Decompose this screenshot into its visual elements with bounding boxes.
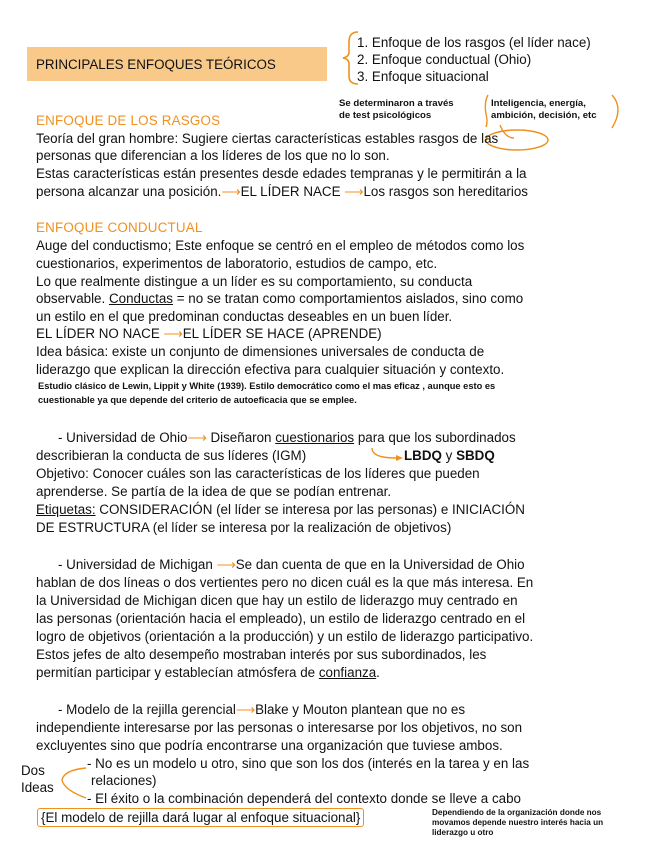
ohio-line-4: aprenderse. Se partía de la idea de que se podían entrenar. — [36, 484, 392, 499]
conductual-note-1: Estudio clásico de Lewin, Lippit y White (1939). Estilo democrático como el mas eficaz , aunque esto es — [38, 381, 496, 391]
conductual-line-1: Auge del conductismo; Este enfoque se centró en el empleo de métodos como los — [36, 238, 525, 253]
rasgos-line-1 — [36, 130, 498, 147]
rasgos-l1a: Teoría del gran hombre: Sugiere ciertas características estables — [36, 131, 419, 146]
conductual-l4a: observable. — [36, 291, 109, 306]
sbdq-label: SBDQ — [456, 448, 495, 463]
rejilla-l1b: Blake y Mouton plantean que no es — [255, 702, 466, 717]
ohio-l5b: CONSIDERACIÓN (el líder se interesa por las personas) e INICIACIÓN — [95, 502, 525, 517]
approach-2: 2. Enfoque conductual (Ohio) — [357, 52, 532, 67]
arrow-icon: ⟶ — [235, 702, 256, 717]
ohio-l1d: para que los subordinados — [354, 430, 516, 445]
cuestionarios-word: cuestionarios — [275, 430, 355, 445]
rejilla-side-note-3: liderazgo u otro — [432, 828, 494, 837]
arrow-lbdq — [372, 448, 396, 458]
michigan-line-1 — [58, 556, 525, 573]
conductas-word: Conductas — [108, 291, 173, 306]
michigan-l7c: . — [376, 665, 380, 680]
michigan-line-7 — [36, 664, 380, 681]
note-traits-1: Inteligencia, energía, — [491, 98, 586, 109]
dos-label: Dos — [21, 763, 45, 778]
conductual-line-7: Idea básica: existe un conjunto de dimensiones universales de conducta de — [36, 344, 485, 359]
michigan-line-2: hablan de dos líneas o dos vertientes pero no dicen cuál es la que más interesa. En — [36, 575, 534, 590]
conductual-line-6 — [36, 325, 382, 342]
rasgos-l4a: persona alcanzar una posición. — [36, 184, 222, 199]
ohio-line-2 — [36, 447, 306, 464]
note-determined-1: Se determinaron a través — [339, 98, 454, 109]
ideas-brace — [62, 768, 86, 798]
michigan-l1b: Se dan cuenta de que en la Universidad de Ohio — [235, 557, 525, 572]
conductual-line-5: un estilo en el que predominan conductas deseables en un buen líder. — [36, 309, 453, 324]
note-determined-2: de test psicológicos — [339, 110, 432, 121]
etiquetas-word: Etiquetas: — [36, 502, 96, 517]
michigan-l7a: permitían participar y establecían atmósfera de — [36, 665, 319, 680]
note-traits-2: ambición, decisión, etc — [491, 110, 597, 121]
rasgos-line-2: personas que diferencian a los líderes de los que no lo son. — [36, 148, 390, 163]
rejilla-side-note-2: movamos depende nuestro interés hacia un — [432, 818, 604, 827]
rejilla-side-note-1: Dependiendo de la organización donde nos — [432, 808, 602, 817]
arrow-icon: ⟶ — [163, 326, 183, 341]
arrow-icon: ⟶ — [221, 184, 241, 199]
conductual-line-2: cuestionarios, experimentos de laboratorio, estudios de campo, etc. — [36, 256, 438, 271]
arrow-icon: ⟶ — [216, 557, 236, 572]
ideas-label: Ideas — [21, 780, 54, 795]
ohio-questionnaires — [404, 447, 495, 464]
brace-shape — [343, 32, 358, 84]
rasgos-l4c: Los rasgos son hereditarios — [363, 184, 528, 199]
rejilla-line-1 — [58, 701, 465, 718]
idea-1a: - No es un modelo u otro, sino que son los dos (interés en la tarea y en las — [87, 756, 530, 771]
michigan-l1a: - Universidad de Michigan — [58, 557, 213, 572]
heading-conductual: ENFOQUE CONDUCTUAL — [36, 220, 203, 235]
approach-3: 3. Enfoque situacional — [357, 69, 489, 84]
ohio-l1a: - Universidad de Ohio — [58, 430, 188, 445]
arrow-lbdq-head — [396, 455, 403, 461]
conductual-l6b: EL LÍDER SE HACE (APRENDE) — [182, 326, 382, 341]
idea-1b: relaciones) — [91, 773, 157, 788]
rasgos-l1c: de las — [458, 131, 499, 146]
rasgos-word: rasgos — [418, 131, 459, 146]
heading-rasgos: ENFOQUE DE LOS RASGOS — [36, 113, 221, 128]
conductual-l4c: = no se tratan como comportamientos aislados, sino como — [172, 291, 524, 306]
idea-2: - El éxito o la combinación dependerá del contexto donde se lleve a cabo — [87, 791, 521, 806]
rasgos-l4b: EL LÍDER NACE — [240, 184, 341, 199]
michigan-line-3: la Universidad de Michigan dicen que hay un estilo de liderazgo muy centrado en — [36, 593, 518, 608]
conductual-note-2: cuestionable ya que depende del criterio de autoeficacia que se emplee. — [38, 395, 357, 405]
rasgos-line-4 — [36, 183, 528, 200]
page-title-text: PRINCIPALES ENFOQUES TEÓRICOS — [36, 56, 276, 72]
conductual-l6a: EL LÍDER NO NACE — [36, 326, 160, 341]
ohio-line-5 — [36, 501, 525, 518]
ohio-line-1 — [58, 429, 516, 446]
rejilla-line-2: independiente interesarse por las personas o interesarse por los objetivos, no son — [36, 720, 523, 735]
brace-small — [485, 95, 488, 127]
conductual-line-8: liderazgo que explican la dirección efectiva para cualquier situación y contexto. — [36, 362, 505, 377]
michigan-line-4: las personas (orientación hacia el empleado), un estilo de liderazgo centrado en el — [36, 611, 526, 626]
arrow-icon: ⟶ — [187, 430, 207, 445]
rasgos-line-3: Estas características están presentes desde edades tempranas y le permitirán a la — [36, 166, 527, 181]
rejilla-boxed-note: {El modelo de rejilla dará lugar al enfoque situacional} — [37, 808, 364, 827]
ohio-l2c: y — [441, 448, 457, 463]
brace-small-right — [612, 95, 618, 128]
ohio-l1b: Diseñaron — [210, 430, 276, 445]
approach-1: 1. Enfoque de los rasgos (el líder nace) — [357, 35, 591, 50]
ohio-line-3: Objetivo: Conocer cuáles son las características de los líderes que pueden — [36, 466, 480, 481]
confianza-word: confianza — [318, 665, 377, 680]
ohio-l2a: describieran la conducta de sus líderes (IGM) — [36, 448, 307, 463]
michigan-line-5: logro de objetivos (orientación a la producción) y un estilo de liderazgo participativo. — [36, 629, 534, 644]
lbdq-label: LBDQ — [404, 448, 442, 463]
michigan-line-6: Estos jefes de alto desempeño mostraban interés por sus subordinados, les — [36, 647, 487, 662]
arrow-icon: ⟶ — [344, 184, 364, 199]
conductual-line-4 — [36, 290, 523, 307]
rejilla-line-3: excluyentes sino que podría encontrarse una organización que tuviese ambos. — [36, 738, 503, 753]
ohio-line-6: DE ESTRUCTURA (el líder se interesa por la realización de objetivos) — [36, 520, 452, 535]
rejilla-l1a: - Modelo de la rejilla gerencial — [58, 702, 236, 717]
conductual-line-3: Lo que realmente distingue a un líder es su comportamiento, su conducta — [36, 274, 473, 289]
